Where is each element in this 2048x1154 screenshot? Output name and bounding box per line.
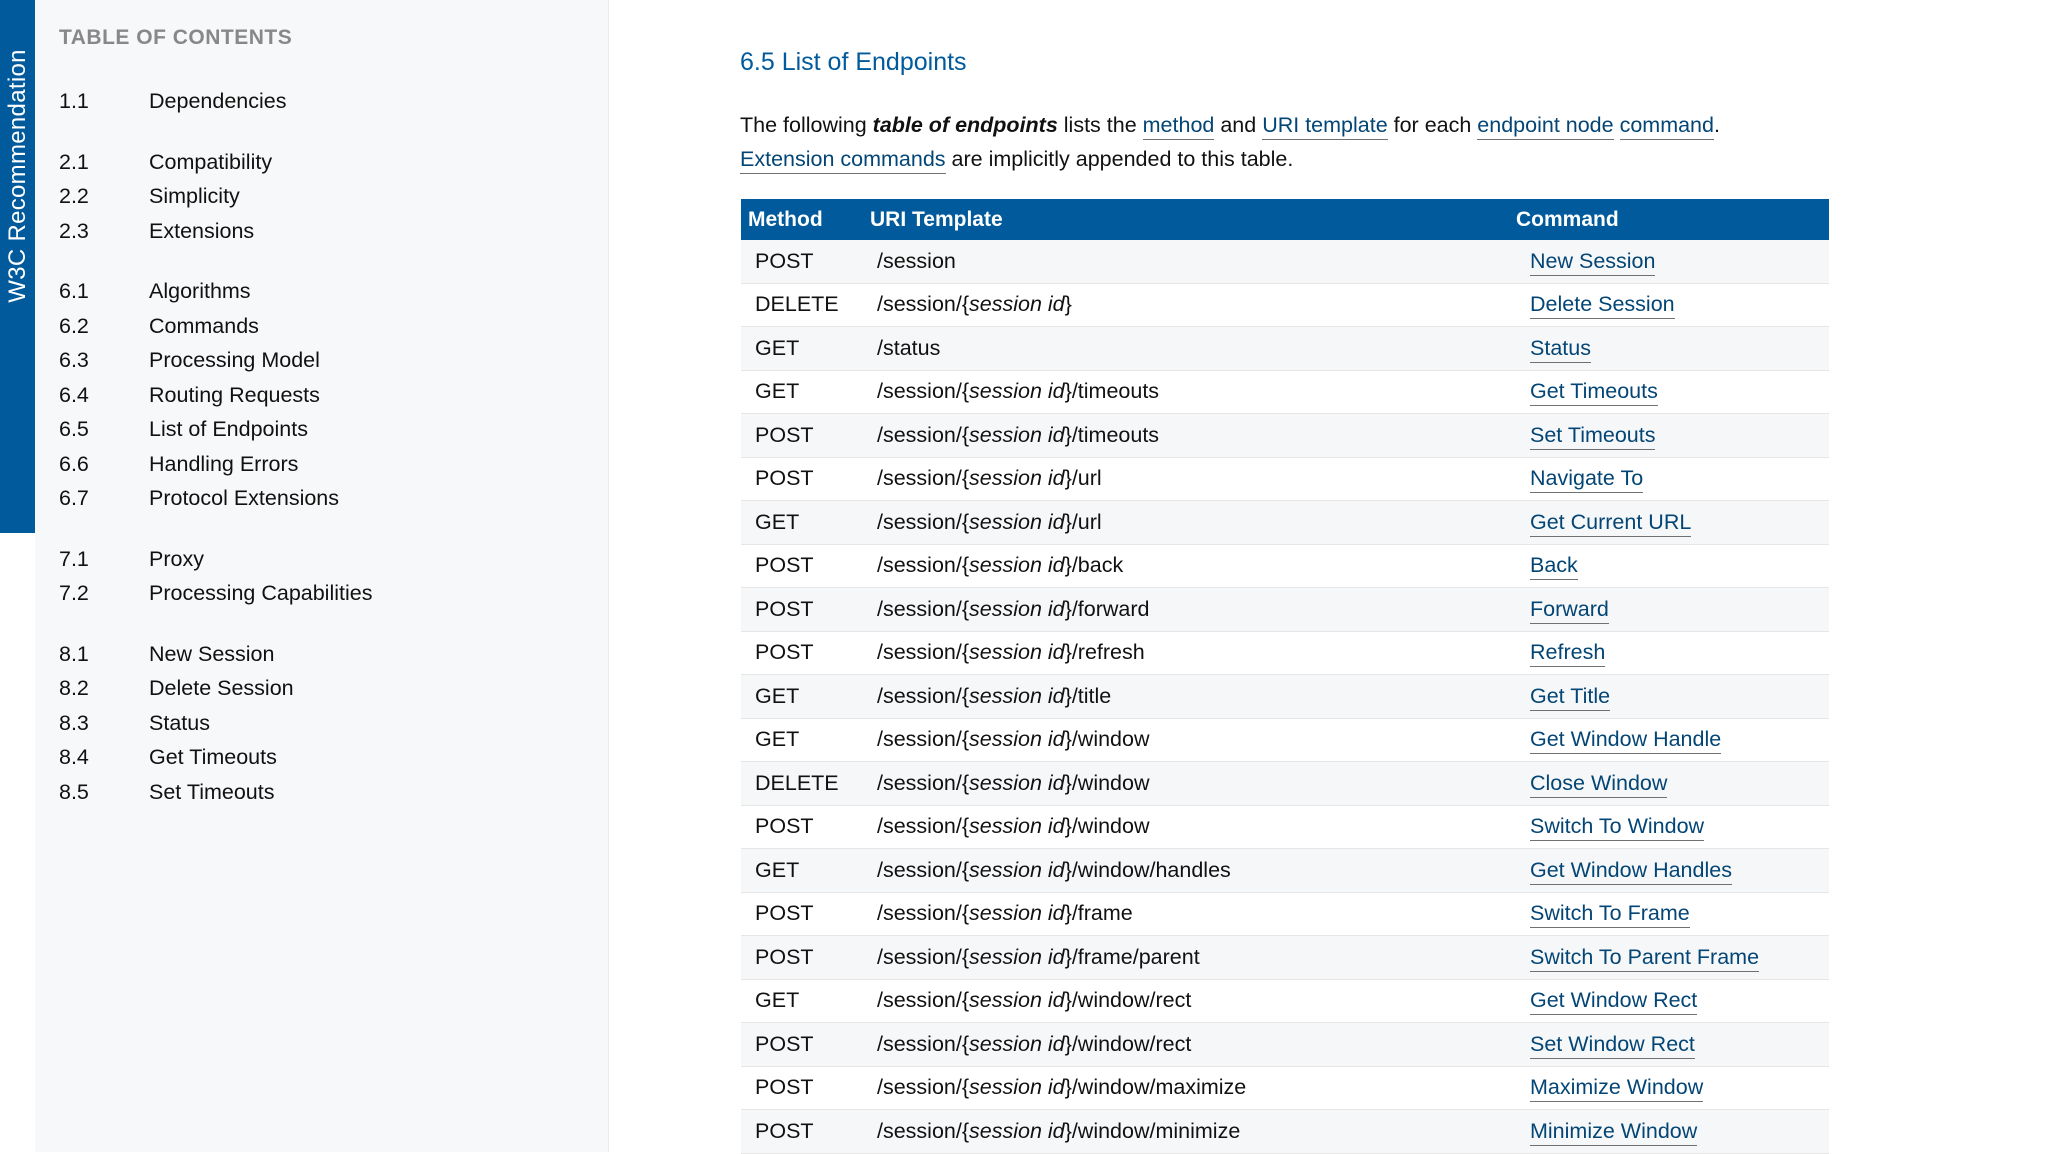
toc-number: 2.2: [59, 184, 89, 208]
command-cell: [1509, 631, 1829, 675]
endpoint-row: [741, 414, 1829, 458]
uri-prefix: /session/{: [877, 509, 970, 534]
uri-template-cell: [863, 675, 1509, 719]
intro-text: .: [1713, 113, 1720, 137]
command-link[interactable]: Forward: [1530, 597, 1609, 624]
table-header-row: [741, 199, 1829, 240]
uri-prefix: /session/{: [877, 1031, 970, 1056]
uri-template-cell: [863, 892, 1509, 936]
command-cell: [1509, 283, 1829, 327]
extension-commands-link[interactable]: Extension commands: [740, 147, 946, 174]
uri-variable: session id: [969, 509, 1065, 534]
w3c-recommendation-ribbon[interactable]: [0, 0, 35, 533]
toc-title: Processing Capabilities: [149, 581, 373, 605]
endpoint-row: [741, 457, 1829, 501]
method-cell: GET: [741, 327, 863, 371]
toc-title: Commands: [149, 313, 259, 338]
toc-title: Get Timeouts: [149, 745, 277, 769]
toc-subsection-link[interactable]: [59, 706, 589, 741]
toc-subsection-link[interactable]: [59, 274, 589, 309]
toc-subsection-link[interactable]: [59, 214, 589, 249]
toc-subsection-link[interactable]: [59, 542, 589, 577]
uri-template-cell: [863, 979, 1509, 1023]
uri-suffix: }/frame: [1064, 901, 1133, 926]
command-cell: [1509, 1023, 1829, 1067]
uri-variable: session id: [969, 988, 1065, 1013]
toc-section: [59, 637, 589, 810]
command-cell: [1509, 327, 1829, 371]
command-cell: [1509, 501, 1829, 545]
uri-suffix: }/timeouts: [1064, 422, 1160, 447]
toc-subsection-link[interactable]: [59, 775, 589, 810]
table-of-contents-sidebar: [35, 0, 609, 1152]
uri-template-cell: [863, 414, 1509, 458]
uri-template-link[interactable]: URI template: [1262, 113, 1387, 140]
uri-variable: session id: [969, 640, 1065, 665]
toc-subsection-link[interactable]: [59, 481, 589, 516]
endpoint-row: [741, 370, 1829, 414]
command-link[interactable]: Get Current URL: [1530, 510, 1691, 537]
toc-subsection-link[interactable]: [59, 179, 589, 214]
uri-prefix: /session/{: [877, 553, 970, 578]
command-cell: [1509, 675, 1829, 719]
toc-title: Routing Requests: [149, 382, 320, 407]
toc-subsection-link[interactable]: [59, 447, 589, 482]
toc-number: 6.2: [59, 313, 89, 338]
uri-variable: session id: [969, 292, 1065, 317]
toc-section: [59, 84, 589, 119]
uri-suffix: }/window/rect: [1064, 988, 1192, 1013]
command-cell: [1509, 805, 1829, 849]
toc-title: Compatibility: [149, 149, 273, 174]
endpoint-row: [741, 631, 1829, 675]
intro-paragraph: [740, 108, 1840, 176]
toc-title: List of Endpoints: [149, 417, 308, 441]
toc-number: 6.5: [59, 417, 89, 441]
uri-template-column-header: URI Template: [863, 199, 1509, 240]
method-cell: POST: [741, 240, 863, 283]
method-cell: POST: [741, 1110, 863, 1154]
toc-number: 8.3: [59, 710, 89, 735]
endpoint-row: [741, 1066, 1829, 1110]
command-link[interactable]: Get Window Handle: [1530, 727, 1721, 754]
uri-suffix: }/window/minimize: [1064, 1118, 1241, 1143]
toc-number: 8.2: [59, 676, 89, 700]
command-cell: [1509, 892, 1829, 936]
toc-subsection-link[interactable]: [59, 671, 589, 706]
endpoint-row: [741, 675, 1829, 719]
toc-number: 1.1: [59, 89, 89, 113]
command-link[interactable]: Refresh: [1530, 640, 1605, 667]
command-cell: [1509, 588, 1829, 632]
method-cell: DELETE: [741, 283, 863, 327]
uri-template-cell: [863, 718, 1509, 762]
endpoint-row: [741, 936, 1829, 980]
uri-variable: session id: [969, 901, 1065, 926]
command-cell: [1509, 979, 1829, 1023]
uri-prefix: /session/{: [877, 683, 970, 708]
toc-subsection-link[interactable]: [59, 145, 589, 180]
toc-title: New Session: [149, 641, 275, 666]
uri-prefix: /session/{: [877, 640, 970, 665]
uri-variable: session id: [969, 683, 1065, 708]
uri-template-cell: [863, 283, 1509, 327]
command-link[interactable]: Minimize Window: [1530, 1119, 1697, 1146]
method-cell: GET: [741, 979, 863, 1023]
endpoint-row: [741, 327, 1829, 371]
toc-number: 2.3: [59, 218, 89, 243]
uri-prefix: /session/{: [877, 944, 970, 969]
uri-variable: session id: [969, 422, 1065, 447]
method-cell: POST: [741, 588, 863, 632]
uri-template-cell: [863, 762, 1509, 806]
method-cell: POST: [741, 414, 863, 458]
method-cell: POST: [741, 936, 863, 980]
uri-prefix: /session/{: [877, 901, 970, 926]
intro-text: are implicitly appended to this table.: [945, 147, 1294, 171]
toc-number: 6.1: [59, 279, 89, 303]
method-cell: POST: [741, 631, 863, 675]
method-cell: POST: [741, 544, 863, 588]
toc-subsection-link[interactable]: [59, 84, 589, 119]
intro-text: [1614, 113, 1620, 137]
command-column-header: Command: [1509, 199, 1829, 240]
uri-template-cell: [863, 501, 1509, 545]
uri-variable: session id: [969, 770, 1065, 795]
command-link[interactable]: Back: [1530, 553, 1578, 580]
toc-subsection-link[interactable]: [59, 637, 589, 672]
section-title: 6.5 List of Endpoints: [740, 48, 967, 76]
intro-text: lists the: [1057, 113, 1143, 137]
intro-text: for each: [1387, 113, 1478, 137]
method-cell: POST: [741, 1066, 863, 1110]
uri-prefix: /session/{: [877, 379, 970, 404]
toc-number: 8.5: [59, 779, 89, 804]
toc-number: 6.4: [59, 382, 89, 407]
toc-number: 6.7: [59, 486, 89, 510]
uri-template-cell: [863, 240, 1509, 283]
uri-variable: session id: [969, 553, 1065, 578]
toc-title: Simplicity: [149, 184, 240, 208]
uri-prefix: /session/{: [877, 727, 970, 752]
endpoint-row: [741, 805, 1829, 849]
uri-template-cell: [863, 805, 1509, 849]
method-cell: POST: [741, 1023, 863, 1067]
command-link[interactable]: Get Window Handles: [1530, 858, 1732, 885]
command-link[interactable]: Close Window: [1530, 771, 1667, 798]
uri-variable: session id: [969, 727, 1065, 752]
uri-suffix: }/title: [1064, 683, 1112, 708]
table-of-endpoints-term: table of endpoints: [872, 113, 1058, 137]
endpoint-row: [741, 544, 1829, 588]
endpoints-table: [741, 199, 1829, 1154]
toc-subsection-link[interactable]: [59, 343, 589, 378]
method-cell: GET: [741, 849, 863, 893]
endpoint-row: [741, 283, 1829, 327]
command-link[interactable]: Status: [1530, 336, 1591, 363]
uri-template-cell: [863, 1023, 1509, 1067]
toc-number: 7.2: [59, 581, 89, 605]
uri-template-cell: [863, 370, 1509, 414]
toc-title: Status: [149, 710, 210, 735]
command-link[interactable]: command: [1620, 113, 1714, 140]
method-cell: DELETE: [741, 762, 863, 806]
uri-variable: session id: [969, 944, 1065, 969]
uri-suffix: }/url: [1064, 509, 1102, 534]
uri-suffix: }/window: [1064, 814, 1150, 839]
endpoint-row: [741, 1110, 1829, 1154]
toc-subsection-link[interactable]: [59, 740, 589, 775]
command-link[interactable]: Switch To Window: [1530, 814, 1704, 841]
ribbon-label: W3C Recommendation: [4, 49, 31, 303]
uri-suffix: }/window: [1064, 727, 1150, 752]
command-cell: [1509, 1066, 1829, 1110]
uri-suffix: }/timeouts: [1064, 379, 1160, 404]
uri-template-cell: [863, 849, 1509, 893]
method-link[interactable]: method: [1143, 113, 1215, 140]
toc-subsection-link[interactable]: [59, 378, 589, 413]
uri-suffix: }/forward: [1064, 596, 1150, 621]
uri-prefix: /session/{: [877, 857, 970, 882]
endpoint-row: [741, 979, 1829, 1023]
command-cell: [1509, 849, 1829, 893]
uri-suffix: }/window/maximize: [1064, 1075, 1247, 1100]
uri-variable: session id: [969, 379, 1065, 404]
uri-suffix: }/frame/parent: [1064, 944, 1200, 969]
command-link[interactable]: Switch To Parent Frame: [1530, 945, 1759, 972]
toc-section: [59, 274, 589, 516]
command-cell: [1509, 370, 1829, 414]
uri-template-cell: [863, 1110, 1509, 1154]
method-column-header: Method: [741, 199, 863, 240]
command-cell: [1509, 1110, 1829, 1154]
command-link[interactable]: Get Window Rect: [1530, 988, 1697, 1015]
command-cell: [1509, 936, 1829, 980]
uri-prefix: /session/{: [877, 466, 970, 491]
toc-section: [59, 542, 589, 611]
uri-template-cell: [863, 457, 1509, 501]
toc-title: Protocol Extensions: [149, 486, 340, 510]
toc-title: Handling Errors: [149, 451, 299, 476]
toc-title: Dependencies: [149, 89, 287, 113]
uri-prefix: /session/{: [877, 422, 970, 447]
uri-prefix: /session/{: [877, 988, 970, 1013]
uri-variable: session id: [969, 596, 1065, 621]
endpoint-row: [741, 588, 1829, 632]
uri-template-cell: [863, 544, 1509, 588]
toc-number: 2.1: [59, 149, 89, 174]
uri-suffix: }: [1064, 292, 1072, 317]
command-link[interactable]: Maximize Window: [1530, 1075, 1703, 1102]
uri-variable: session id: [969, 1031, 1065, 1056]
toc-title: Set Timeouts: [149, 779, 275, 804]
toc-title: Delete Session: [149, 676, 294, 700]
command-cell: [1509, 718, 1829, 762]
uri-template-cell: [863, 936, 1509, 980]
method-cell: POST: [741, 892, 863, 936]
uri-suffix: }/refresh: [1064, 640, 1145, 665]
uri-prefix: /session/{: [877, 770, 970, 795]
command-link[interactable]: Set Timeouts: [1530, 423, 1655, 450]
toc-number: 6.6: [59, 451, 89, 476]
endpoint-row: [741, 501, 1829, 545]
toc-title: Proxy: [149, 546, 204, 571]
command-link[interactable]: Delete Session: [1530, 292, 1675, 319]
toc-heading: TABLE OF CONTENTS: [59, 26, 293, 49]
command-cell: [1509, 240, 1829, 283]
method-cell: GET: [741, 675, 863, 719]
endpoint-row: [741, 240, 1829, 283]
intro-text: and: [1214, 113, 1263, 137]
endpoint-row: [741, 762, 1829, 806]
toc-list: [59, 84, 589, 835]
uri-prefix: /status: [877, 335, 941, 360]
uri-suffix: }/window: [1064, 770, 1150, 795]
command-link[interactable]: Get Timeouts: [1530, 379, 1658, 406]
command-cell: [1509, 414, 1829, 458]
command-link[interactable]: Navigate To: [1530, 466, 1643, 493]
command-link[interactable]: Switch To Frame: [1530, 901, 1690, 928]
uri-prefix: /session/{: [877, 596, 970, 621]
uri-variable: session id: [969, 857, 1065, 882]
uri-suffix: }/window/handles: [1064, 857, 1231, 882]
toc-title: Extensions: [149, 218, 255, 243]
toc-section: [59, 145, 589, 249]
endpoint-row: [741, 892, 1829, 936]
method-cell: POST: [741, 457, 863, 501]
uri-template-cell: [863, 1066, 1509, 1110]
uri-prefix: /session/{: [877, 814, 970, 839]
uri-variable: session id: [969, 1118, 1065, 1143]
uri-suffix: }/window/rect: [1064, 1031, 1192, 1056]
command-link[interactable]: New Session: [1530, 249, 1655, 276]
uri-prefix: /session: [877, 248, 956, 273]
uri-suffix: }/back: [1064, 553, 1124, 578]
uri-variable: session id: [969, 1075, 1065, 1100]
command-cell: [1509, 544, 1829, 588]
method-cell: GET: [741, 718, 863, 762]
toc-subsection-link[interactable]: [59, 576, 589, 611]
method-cell: POST: [741, 805, 863, 849]
uri-prefix: /session/{: [877, 1075, 970, 1100]
uri-variable: session id: [969, 466, 1065, 491]
uri-template-cell: [863, 327, 1509, 371]
command-cell: [1509, 457, 1829, 501]
endpoint-node-link[interactable]: endpoint node: [1477, 113, 1613, 140]
toc-number: 8.1: [59, 641, 89, 666]
uri-template-cell: [863, 631, 1509, 675]
toc-number: 8.4: [59, 745, 89, 769]
toc-title: Algorithms: [149, 279, 251, 303]
uri-template-cell: [863, 588, 1509, 632]
intro-text: The following: [740, 113, 873, 137]
uri-prefix: /session/{: [877, 292, 970, 317]
method-cell: GET: [741, 370, 863, 414]
toc-number: 6.3: [59, 348, 89, 372]
command-link[interactable]: Get Title: [1530, 684, 1610, 711]
toc-subsection-link[interactable]: [59, 309, 589, 344]
uri-suffix: }/url: [1064, 466, 1102, 491]
command-link[interactable]: Set Window Rect: [1530, 1032, 1695, 1059]
uri-variable: session id: [969, 814, 1065, 839]
endpoint-row: [741, 849, 1829, 893]
toc-title: Processing Model: [149, 348, 320, 372]
endpoint-row: [741, 718, 1829, 762]
uri-prefix: /session/{: [877, 1118, 970, 1143]
method-cell: GET: [741, 501, 863, 545]
toc-subsection-link[interactable]: [59, 412, 589, 447]
endpoint-row: [741, 1023, 1829, 1067]
toc-number: 7.1: [59, 546, 89, 571]
command-cell: [1509, 762, 1829, 806]
